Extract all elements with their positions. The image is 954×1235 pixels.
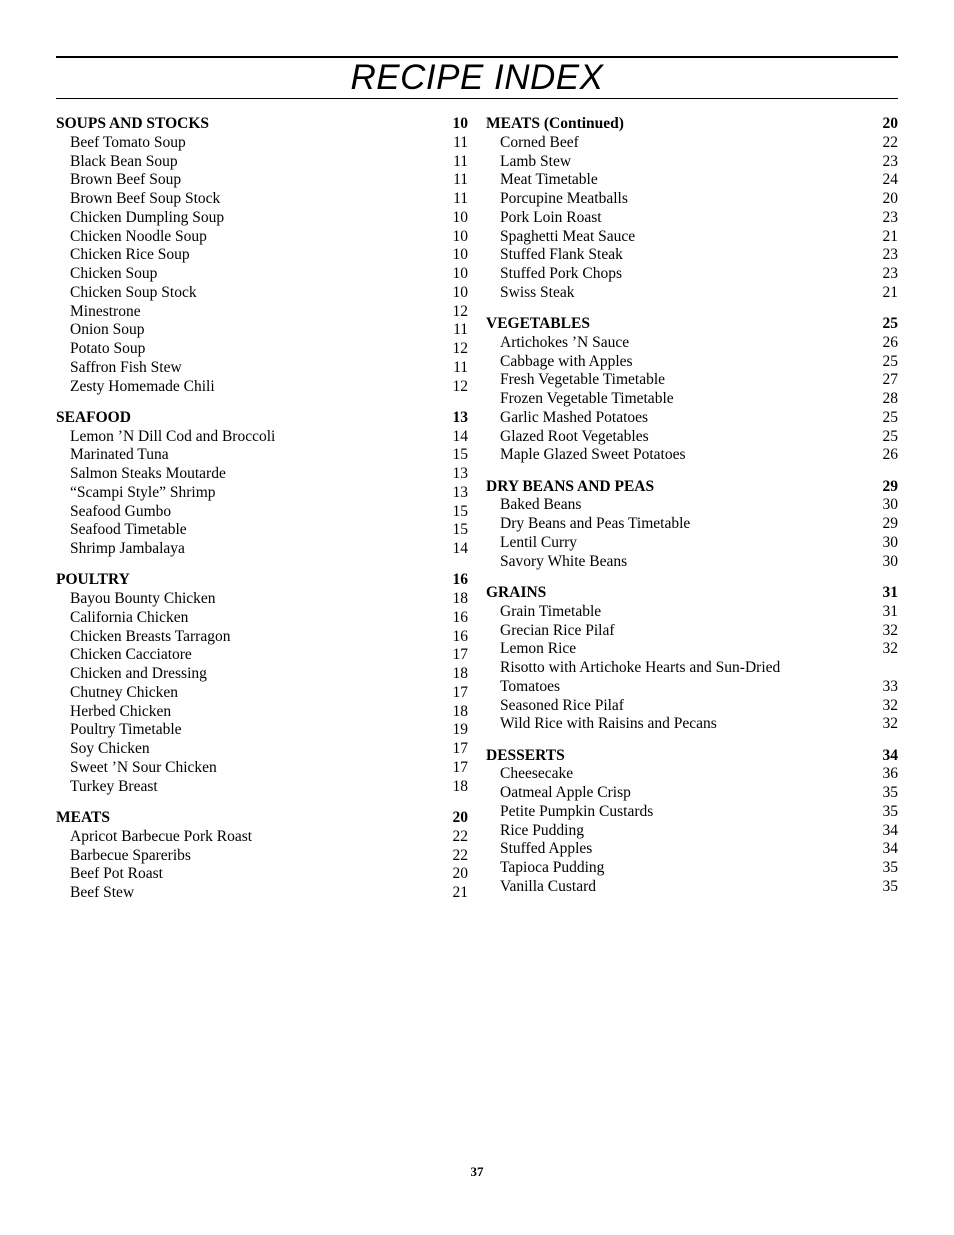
index-entry-label: Swiss Steak xyxy=(500,283,575,301)
index-entry xyxy=(486,171,898,190)
index-entry-label: Minestrone xyxy=(70,302,141,320)
index-entry-page: 23 xyxy=(882,265,898,282)
section-heading-label: MEATS (Continued) xyxy=(486,115,624,132)
index-entry xyxy=(486,534,898,553)
index-entry xyxy=(56,703,468,722)
index-entry-label: Zesty Homemade Chili xyxy=(70,377,215,395)
index-entry xyxy=(56,684,468,703)
index-entry-label: Apricot Barbecue Pork Roast xyxy=(70,827,253,845)
index-entry-label: Chutney Chicken xyxy=(70,683,179,701)
section-heading-page: 13 xyxy=(452,408,468,426)
index-entry-label: Black Bean Soup xyxy=(70,152,178,170)
index-entry xyxy=(56,521,468,540)
index-entry xyxy=(56,540,468,559)
section-heading xyxy=(56,115,468,134)
index-entry xyxy=(56,303,468,322)
index-entry-page: 22 xyxy=(452,827,468,845)
index-entry xyxy=(486,496,898,515)
index-entry-page: 11 xyxy=(453,152,468,170)
index-entry-label: Chicken Rice Soup xyxy=(70,246,190,264)
index-entry xyxy=(486,190,898,209)
index-entry xyxy=(56,171,468,190)
section-heading xyxy=(486,115,898,134)
index-entry xyxy=(486,697,898,716)
index-entry-label: Meat Timetable xyxy=(500,171,598,189)
index-entry-page: 25 xyxy=(882,352,898,370)
index-entry-label: Porcupine Meatballs xyxy=(500,190,628,207)
index-section xyxy=(486,315,898,465)
index-entry-label: Beef Stew xyxy=(70,884,135,902)
index-entry xyxy=(486,622,898,641)
index-entry-label: Stuffed Pork Chops xyxy=(500,265,623,282)
index-entry xyxy=(486,284,898,303)
section-heading xyxy=(486,747,898,766)
index-entry-page: 12 xyxy=(452,377,468,395)
index-entry-label: Vanilla Custard xyxy=(500,877,596,895)
index-entry-page: 26 xyxy=(882,333,898,351)
index-entry-label: Lemon Rice xyxy=(500,640,577,658)
index-entry xyxy=(486,859,898,878)
index-entry xyxy=(56,428,468,447)
index-entry-page: 27 xyxy=(882,371,898,389)
index-entry-label: Seafood Timetable xyxy=(70,521,187,539)
section-heading xyxy=(56,409,468,428)
index-entry-page: 10 xyxy=(452,227,468,245)
index-entry-label: Seafood Gumbo xyxy=(70,502,172,520)
index-entry-label: Herbed Chicken xyxy=(70,702,172,720)
section-heading-label: POULTRY xyxy=(56,571,130,589)
index-entry-label: Petite Pumpkin Custards xyxy=(500,802,654,820)
index-entry-page: 23 xyxy=(882,208,898,226)
section-heading-label: GRAINS xyxy=(486,584,547,602)
index-entry-continued-label: Tomatoes xyxy=(500,677,561,695)
index-section xyxy=(56,115,468,396)
section-heading-page: 20 xyxy=(452,809,468,827)
index-entry xyxy=(56,246,468,265)
index-entry-label: Maple Glazed Sweet Potatoes xyxy=(500,446,686,464)
index-section xyxy=(486,115,898,303)
index-entry xyxy=(56,609,468,628)
index-entry xyxy=(486,553,898,572)
index-entry-label: Risotto with Artichoke Hearts and Sun-Dried xyxy=(500,659,781,677)
index-entry xyxy=(486,409,898,428)
index-entry-label: Stuffed Flank Steak xyxy=(500,246,623,264)
section-heading-page: 16 xyxy=(452,571,468,589)
index-entry xyxy=(56,134,468,153)
index-entry xyxy=(56,828,468,847)
index-entry xyxy=(56,465,468,484)
index-entry-page: 25 xyxy=(882,408,898,426)
index-entry-page: 19 xyxy=(452,721,468,739)
index-entry-page: 18 xyxy=(452,777,468,795)
index-entry-page: 20 xyxy=(882,190,898,207)
index-entry-label: Grecian Rice Pilaf xyxy=(500,621,615,639)
title-underline xyxy=(56,98,898,99)
index-entry-page: 32 xyxy=(882,696,898,714)
index-entry xyxy=(486,515,898,534)
index-section xyxy=(56,809,468,903)
index-column-left xyxy=(56,115,468,915)
index-entry-page: 11 xyxy=(453,133,468,151)
index-entry-label: Brown Beef Soup xyxy=(70,171,182,189)
index-entry xyxy=(486,765,898,784)
index-entry-page: 14 xyxy=(452,540,468,558)
section-heading-label: DESSERTS xyxy=(486,746,565,764)
index-entry-label: California Chicken xyxy=(70,608,189,626)
index-entry xyxy=(56,359,468,378)
index-entry-page: 18 xyxy=(452,590,468,608)
index-entry xyxy=(486,353,898,372)
index-entry-page: 10 xyxy=(452,265,468,282)
index-entry-page: 24 xyxy=(882,171,898,189)
index-entry-page: 35 xyxy=(882,877,898,895)
index-entry xyxy=(486,446,898,465)
index-entry xyxy=(56,484,468,503)
index-entry-label: Fresh Vegetable Timetable xyxy=(500,371,666,389)
index-entry xyxy=(56,865,468,884)
index-entry xyxy=(486,840,898,859)
index-entry-page: 31 xyxy=(882,602,898,620)
index-section xyxy=(486,478,898,572)
index-entry xyxy=(56,190,468,209)
index-entry xyxy=(56,721,468,740)
section-heading-page: 25 xyxy=(882,315,898,333)
index-entry-label: Garlic Mashed Potatoes xyxy=(500,408,649,426)
index-entry xyxy=(56,590,468,609)
index-entry-page: 13 xyxy=(452,465,468,483)
index-entry-label: Onion Soup xyxy=(70,321,145,339)
index-entry-page: 28 xyxy=(882,390,898,408)
section-heading-label: SOUPS AND STOCKS xyxy=(56,115,210,132)
index-entry-label: Chicken Soup Stock xyxy=(70,283,197,301)
index-section xyxy=(56,571,468,796)
index-entry-page: 17 xyxy=(452,683,468,701)
index-entry xyxy=(56,265,468,284)
index-entry-label: Barbecue Spareribs xyxy=(70,846,191,864)
index-entry-label: Spaghetti Meat Sauce xyxy=(500,227,636,245)
section-heading-page: 10 xyxy=(452,115,468,132)
index-entry-page: 17 xyxy=(452,646,468,664)
index-entry xyxy=(56,153,468,172)
index-entry-page: 22 xyxy=(452,846,468,864)
index-entry-page: 26 xyxy=(882,446,898,464)
index-entry-page: 21 xyxy=(882,227,898,245)
index-entry-label: Dry Beans and Peas Timetable xyxy=(500,515,691,533)
index-entry-label: Beef Pot Roast xyxy=(70,865,163,883)
index-entry xyxy=(56,778,468,797)
index-entry-page: 35 xyxy=(882,802,898,820)
index-entry-page: 34 xyxy=(882,821,898,839)
index-entry-label: Brown Beef Soup Stock xyxy=(70,190,221,207)
index-entry-label: Bayou Bounty Chicken xyxy=(70,590,216,608)
index-entry-page: 17 xyxy=(452,758,468,776)
index-entry-label: Cheesecake xyxy=(500,765,574,783)
index-entry-page: 15 xyxy=(452,502,468,520)
index-entry-page: 18 xyxy=(452,665,468,683)
index-entry-page: 21 xyxy=(882,283,898,301)
index-entry-page: 15 xyxy=(452,446,468,464)
section-heading-label: DRY BEANS AND PEAS xyxy=(486,477,655,495)
index-entry xyxy=(486,659,898,678)
index-entry-page: 10 xyxy=(452,283,468,301)
index-entry-label: Potato Soup xyxy=(70,340,146,357)
section-heading-page: 20 xyxy=(882,115,898,132)
index-entry-label: Lentil Curry xyxy=(500,533,578,551)
section-heading xyxy=(56,809,468,828)
index-entry-label: Tapioca Pudding xyxy=(500,859,605,877)
index-entry xyxy=(486,209,898,228)
index-entry-label: Sweet ’N Sour Chicken xyxy=(70,758,217,776)
index-entry-label: Chicken Noodle Soup xyxy=(70,227,207,245)
index-entry xyxy=(486,803,898,822)
index-entry-page: 10 xyxy=(452,208,468,226)
index-entry-page: 13 xyxy=(452,483,468,501)
section-heading xyxy=(56,571,468,590)
index-entry xyxy=(56,446,468,465)
index-entry-label: Frozen Vegetable Timetable xyxy=(500,390,674,408)
index-entry-page: 16 xyxy=(452,627,468,645)
index-entry-page: 34 xyxy=(882,840,898,858)
index-entry-page: 30 xyxy=(882,533,898,551)
index-entry-page: 36 xyxy=(882,765,898,783)
index-entry xyxy=(56,646,468,665)
index-entry xyxy=(486,603,898,622)
index-entry-page: 23 xyxy=(882,246,898,264)
page-title: RECIPE INDEX xyxy=(350,58,604,97)
index-entry xyxy=(486,334,898,353)
index-entry-page: 18 xyxy=(452,702,468,720)
index-entry-label: Rice Pudding xyxy=(500,821,584,839)
index-entry-label: Turkey Breast xyxy=(70,777,158,795)
index-entry-label: Chicken and Dressing xyxy=(70,665,207,683)
index-entry-page: 35 xyxy=(882,859,898,877)
index-entry-label: Chicken Dumpling Soup xyxy=(70,208,225,226)
index-entry-label: Lamb Stew xyxy=(500,152,572,170)
index-entry xyxy=(486,371,898,390)
section-heading-page: 31 xyxy=(882,584,898,602)
section-heading xyxy=(486,315,898,334)
index-entry-label: Salmon Steaks Moutarde xyxy=(70,465,226,483)
index-entry-label: Oatmeal Apple Crisp xyxy=(500,784,631,802)
index-entry-label: Chicken Cacciatore xyxy=(70,646,192,664)
index-entry-label: Marinated Tuna xyxy=(70,446,169,464)
index-entry-page: 12 xyxy=(452,302,468,320)
index-entry-label: Artichokes ’N Sauce xyxy=(500,333,630,351)
section-heading xyxy=(486,478,898,497)
index-entry xyxy=(56,628,468,647)
index-entry-label: Seasoned Rice Pilaf xyxy=(500,696,624,714)
index-entry-page: 15 xyxy=(452,521,468,539)
index-entry-page: 11 xyxy=(453,171,468,189)
index-entry-page: 29 xyxy=(882,515,898,533)
index-entry-label: Poultry Timetable xyxy=(70,721,182,739)
index-entry xyxy=(56,847,468,866)
index-entry-label: Lemon ’N Dill Cod and Broccoli xyxy=(70,427,276,445)
index-entry xyxy=(56,665,468,684)
index-entry-page: 30 xyxy=(882,552,898,570)
index-entry xyxy=(56,340,468,359)
index-entry-label: Cabbage with Apples xyxy=(500,352,633,370)
index-entry-page: 16 xyxy=(452,608,468,626)
index-entry-page: 11 xyxy=(453,321,468,339)
index-entry xyxy=(56,740,468,759)
section-heading xyxy=(486,584,898,603)
index-entry xyxy=(486,228,898,247)
index-entry-page: 35 xyxy=(882,784,898,802)
index-entry-label: Corned Beef xyxy=(500,133,579,151)
index-entry-label: Chicken Soup xyxy=(70,265,158,282)
section-heading-label: SEAFOOD xyxy=(56,408,131,426)
index-entry xyxy=(56,228,468,247)
index-entry-page: 12 xyxy=(452,340,468,357)
index-entry-label: Shrimp Jambalaya xyxy=(70,540,185,558)
section-heading-label: VEGETABLES xyxy=(486,315,590,333)
index-entry-page: 30 xyxy=(882,496,898,514)
index-entry xyxy=(486,134,898,153)
index-entry xyxy=(486,428,898,447)
index-entry xyxy=(486,246,898,265)
index-entry-page: 22 xyxy=(882,133,898,151)
index-section xyxy=(486,584,898,734)
index-entry xyxy=(486,784,898,803)
index-entry-page: 25 xyxy=(882,427,898,445)
index-section xyxy=(486,747,898,897)
index-entry-label: Glazed Root Vegetables xyxy=(500,427,649,445)
section-heading-label: MEATS xyxy=(56,809,110,827)
index-entry-page: 20 xyxy=(452,865,468,883)
index-entry xyxy=(56,284,468,303)
index-entry-page: 32 xyxy=(882,715,898,733)
index-entry xyxy=(486,265,898,284)
section-heading-page: 34 xyxy=(882,746,898,764)
index-entry-label: “Scampi Style” Shrimp xyxy=(70,483,216,501)
index-entry xyxy=(56,884,468,903)
index-entry-page: 17 xyxy=(452,740,468,758)
index-entry xyxy=(56,209,468,228)
index-entry-page: 10 xyxy=(452,246,468,264)
index-entry-label: Baked Beans xyxy=(500,496,582,514)
index-entry xyxy=(486,878,898,897)
index-entry-page: 21 xyxy=(452,884,468,902)
index-entry-page: 23 xyxy=(882,152,898,170)
index-entry xyxy=(56,378,468,397)
index-entry-page: 14 xyxy=(452,427,468,445)
section-heading-page: 29 xyxy=(882,477,898,495)
index-entry-label: Stuffed Apples xyxy=(500,840,593,858)
index-entry-page: 32 xyxy=(882,640,898,658)
index-section xyxy=(56,409,468,559)
index-entry-continued xyxy=(486,678,898,697)
index-column-right xyxy=(486,115,898,909)
index-entry xyxy=(486,153,898,172)
index-entry-label: Pork Loin Roast xyxy=(500,208,602,226)
index-entry xyxy=(486,715,898,734)
index-entry xyxy=(56,321,468,340)
index-entry-page: 32 xyxy=(882,621,898,639)
index-entry-label: Savory White Beans xyxy=(500,552,628,570)
index-entry-label: Beef Tomato Soup xyxy=(70,133,186,151)
index-entry-label: Saffron Fish Stew xyxy=(70,358,182,376)
index-entry-label: Soy Chicken xyxy=(70,740,150,758)
index-entry-page: 11 xyxy=(453,190,468,207)
page-number: 37 xyxy=(470,1164,484,1179)
index-entry xyxy=(486,822,898,841)
index-entry xyxy=(486,640,898,659)
index-entry-label: Wild Rice with Raisins and Pecans xyxy=(500,715,717,733)
index-entry xyxy=(486,390,898,409)
index-entry-label: Chicken Breasts Tarragon xyxy=(70,627,231,645)
index-entry xyxy=(56,759,468,778)
index-entry-label: Grain Timetable xyxy=(500,602,602,620)
index-entry xyxy=(56,503,468,522)
index-entry-page: 11 xyxy=(453,358,468,376)
index-entry-continued-page: 33 xyxy=(882,677,898,695)
